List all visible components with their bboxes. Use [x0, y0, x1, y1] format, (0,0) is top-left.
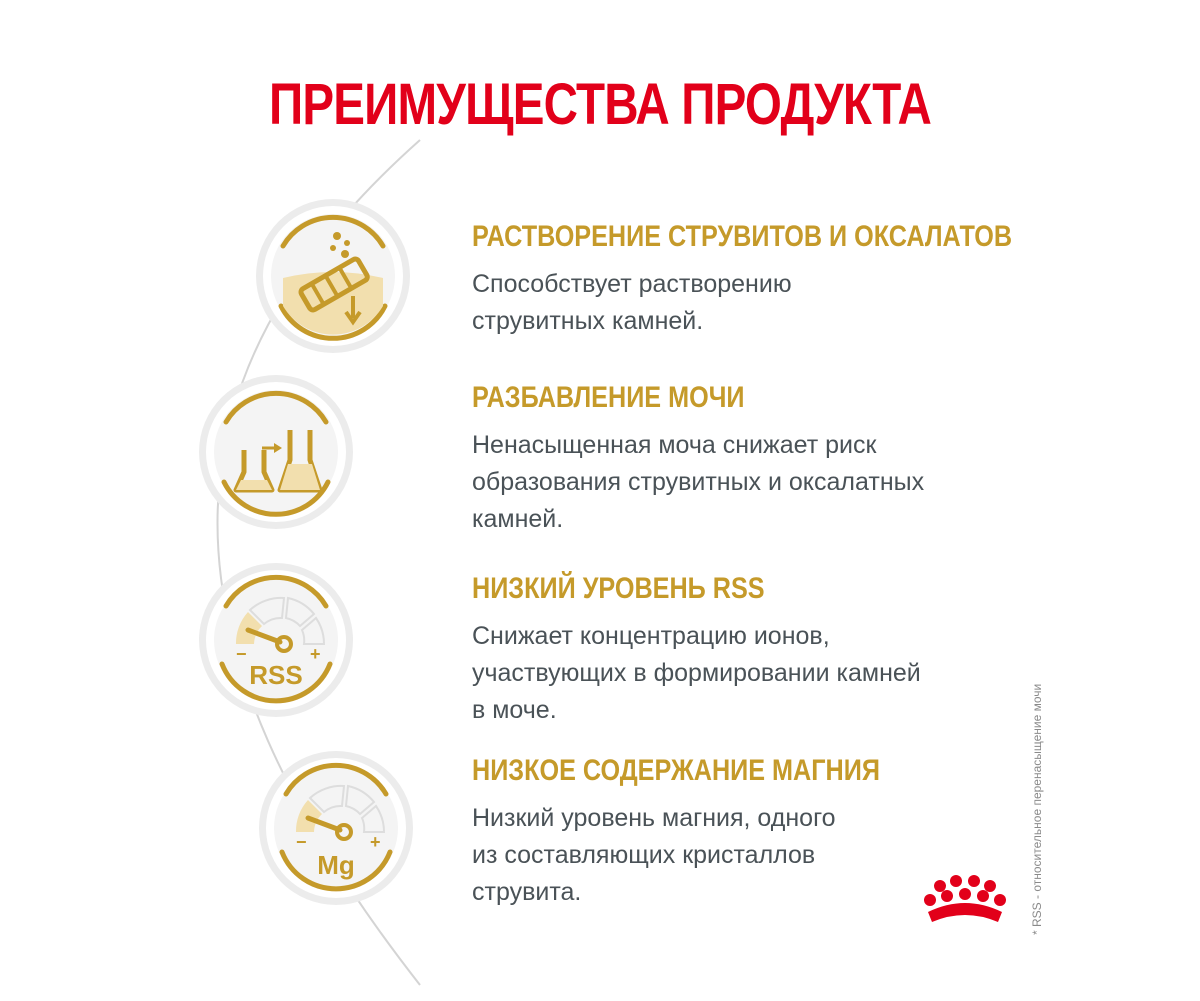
benefit-line: струвита.: [472, 878, 582, 906]
benefit-line: образования струвитных и оксалатных: [472, 468, 925, 496]
benefit-urine-dilution: [472, 383, 1032, 538]
rss-gauge-icon: [196, 560, 356, 720]
benefit-title: РАЗБАВЛЕНИЕ МОЧИ: [472, 381, 745, 414]
rss-footnote: * RSS - относительное перенасыщение мочи: [1030, 683, 1044, 935]
benefit-line: участвующих в формировании камней: [472, 659, 921, 687]
flask-dilution-icon: [196, 372, 356, 532]
benefit-line: из составляющих кристаллов: [472, 841, 816, 869]
benefit-struvite-dissolution: [472, 222, 1032, 340]
benefit-title: РАСТВОРЕНИЕ СТРУВИТОВ И ОКСАЛАТОВ: [472, 220, 1013, 253]
benefit-description: [472, 618, 1032, 729]
page-title: ПРЕИМУЩЕСТВА ПРОДУКТА: [268, 72, 932, 137]
benefit-line: Способствует растворению: [472, 270, 792, 298]
gauge-plus-sign: +: [310, 644, 321, 664]
benefit-line: Низкий уровень магния, одного: [472, 804, 836, 832]
gauge-minus-sign: −: [296, 832, 307, 852]
benefit-title: НИЗКОЕ СОДЕРЖАНИЕ МАГНИЯ: [472, 754, 880, 787]
mg-gauge-icon: [256, 748, 416, 908]
benefit-description: [472, 266, 1032, 340]
mg-icon-label: Mg: [317, 850, 355, 880]
crystal-dissolve-icon: [253, 196, 413, 356]
benefit-line: камней.: [472, 505, 564, 533]
gauge-minus-sign: −: [236, 644, 247, 664]
benefit-title: НИЗКИЙ УРОВЕНЬ RSS: [472, 572, 765, 605]
benefit-line: Снижает концентрацию ионов,: [472, 622, 830, 650]
benefit-line: Ненасыщенная моча снижает риск: [472, 431, 877, 459]
benefit-line: в моче.: [472, 696, 557, 724]
benefit-low-rss: [472, 574, 1032, 729]
benefit-description: [472, 427, 1032, 538]
rss-icon-label: RSS: [249, 660, 303, 690]
benefit-line: струвитных камней.: [472, 307, 704, 335]
gauge-plus-sign: +: [370, 832, 381, 852]
royal-crown-logo: [918, 874, 1018, 934]
